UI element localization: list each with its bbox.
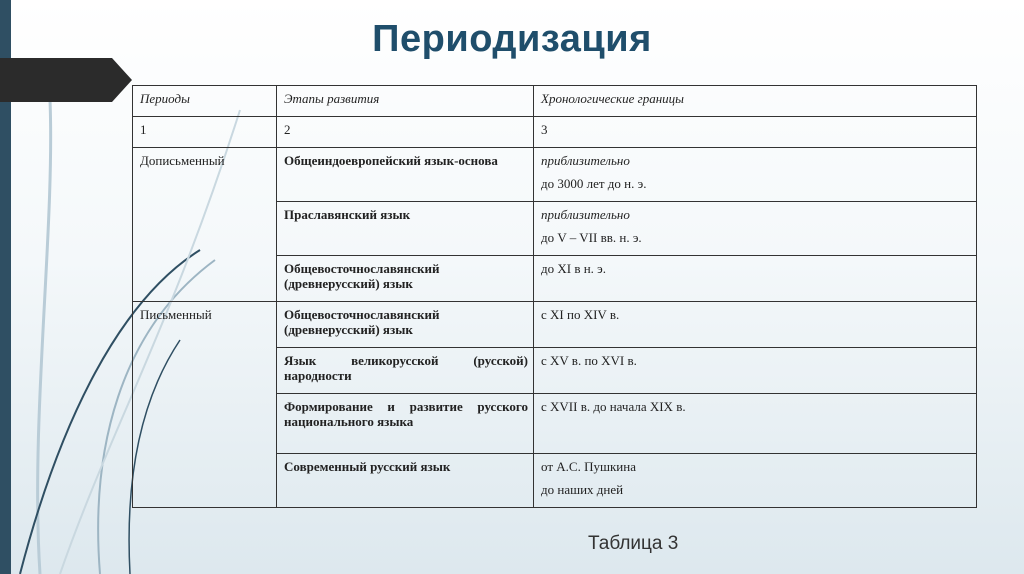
table-row — [133, 148, 977, 202]
table-row — [133, 302, 977, 348]
chronology-dates: до V – VII вв. н. э. — [541, 230, 642, 245]
table-caption: Таблица 3 — [588, 533, 679, 554]
period-continuation — [133, 348, 277, 394]
chronology-dates: с XVII в. до начала XIX в. — [534, 394, 977, 454]
chronology-dates: до XI в н. э. — [534, 256, 977, 302]
stage-name: Формирование и развитие русского национального языка — [277, 394, 534, 454]
period-continuation — [133, 202, 277, 256]
chronology-note: приблизительно — [541, 207, 630, 222]
chronology-dates: с XI по XIV в. — [534, 302, 977, 348]
page-title: Периодизация — [372, 18, 652, 60]
chronology-dates-end: до наших дней — [541, 482, 624, 497]
period-name: Дописьменный — [133, 148, 277, 202]
column-number: 2 — [277, 117, 534, 148]
table-row — [133, 454, 977, 508]
title-tab-arrow — [0, 58, 132, 102]
column-number: 1 — [133, 117, 277, 148]
table-row — [133, 202, 977, 256]
chronology-cell — [534, 148, 977, 202]
header-stages: Этапы развития — [277, 86, 534, 117]
chronology-dates: от А.С. Пушкина — [541, 459, 636, 474]
table-header-row — [133, 86, 977, 117]
stage-name: Общевосточнославянский (древнерусский) язык — [277, 256, 534, 302]
table-row — [133, 348, 977, 394]
chronology-note: приблизительно — [541, 153, 630, 168]
table-number-row — [133, 117, 977, 148]
stage-name: Праславянский язык — [277, 202, 534, 256]
stage-name: Общевосточнославянский (древнерусский) язык — [277, 302, 534, 348]
chronology-cell — [534, 202, 977, 256]
header-periods: Периоды — [133, 86, 277, 117]
period-continuation — [133, 394, 277, 454]
table-row — [133, 256, 977, 302]
chronology-cell — [534, 454, 977, 508]
header-chronology: Хронологические границы — [534, 86, 977, 117]
stage-name: Общеиндоевропейский язык-основа — [277, 148, 534, 202]
table-row — [133, 394, 977, 454]
periodization-table — [132, 85, 977, 508]
period-continuation — [133, 454, 277, 508]
chronology-dates: до 3000 лет до н. э. — [541, 176, 647, 191]
period-name: Письменный — [133, 302, 277, 348]
column-number: 3 — [534, 117, 977, 148]
chronology-dates: с XV в. по XVI в. — [534, 348, 977, 394]
stage-name: Язык великорусской (русской) народности — [277, 348, 534, 394]
period-continuation — [133, 256, 277, 302]
stage-name: Современный русский язык — [277, 454, 534, 508]
